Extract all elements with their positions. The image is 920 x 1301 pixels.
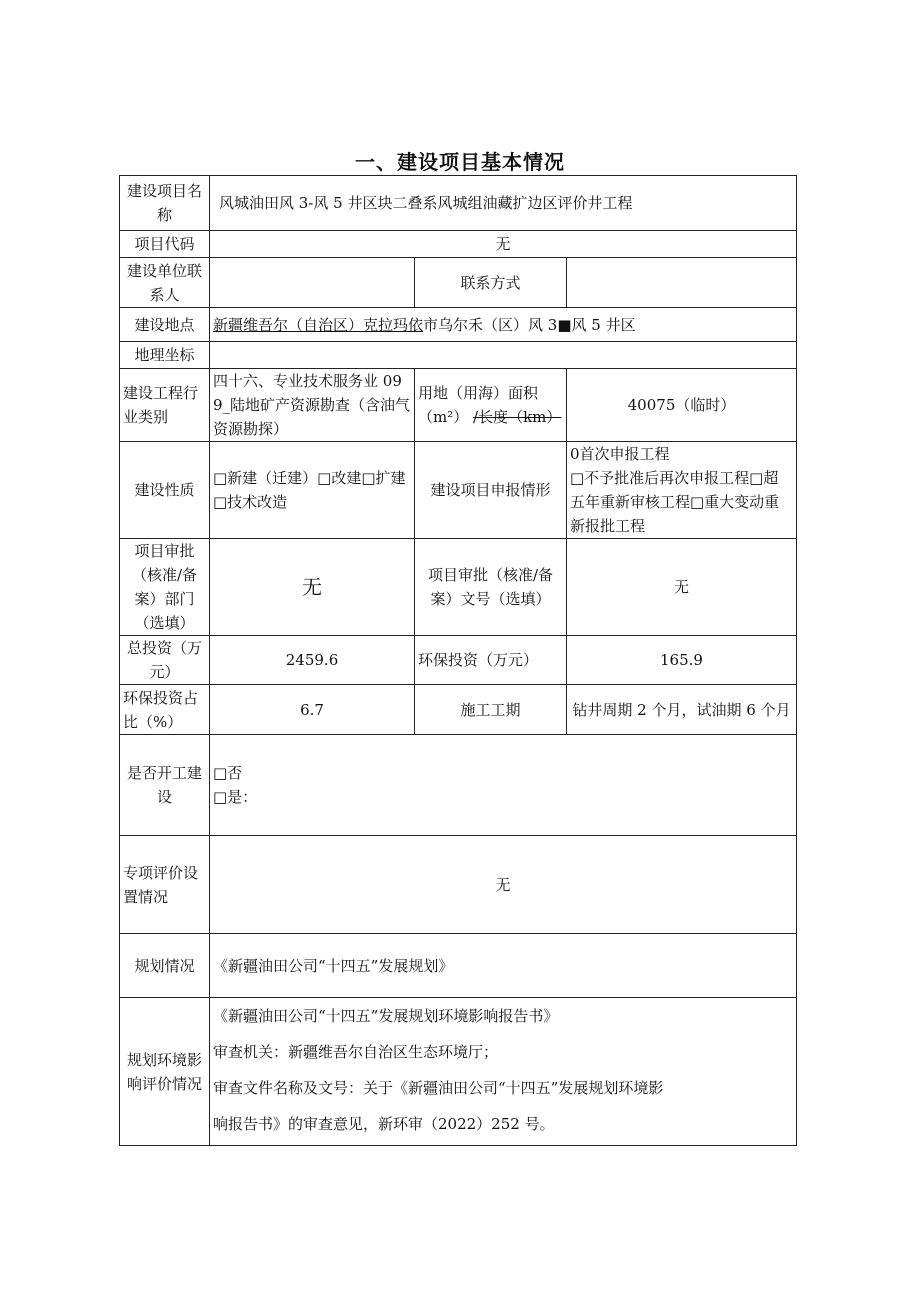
- location-district: 市乌尔禾（区）风 3■风 5 井区: [423, 315, 636, 334]
- planning-env-doc: 审查文件名称及文号：关于《新疆油田公司“十四五”发展规划环境影: [213, 1079, 664, 1097]
- report-options-other: □不予批准后再次申报工程□超五年重新审核工程□重大变动重新报批工程: [570, 469, 780, 535]
- coords-value: [210, 342, 797, 369]
- env-investment-value: 165.9: [567, 636, 797, 685]
- ratio-value: 6.7: [210, 685, 415, 735]
- project-code-label: 项目代码: [120, 231, 210, 258]
- location-label: 建设地点: [120, 308, 210, 342]
- contact-label: 建设单位联系人: [120, 258, 210, 308]
- industry-label: 建设工程行业类别: [120, 369, 210, 442]
- project-code-value: 无: [210, 231, 797, 258]
- period-value: 钻井周期 2 个月，试油期 6 个月: [567, 685, 797, 735]
- started-option-no: □否: [213, 764, 243, 782]
- report-label: 建设项目申报情形: [415, 442, 567, 539]
- started-option-yes: □是：: [213, 788, 258, 806]
- row-nature: [120, 442, 797, 539]
- location-city: 克拉玛依: [363, 315, 424, 334]
- period-label: 施工工期: [415, 685, 567, 735]
- row-location: [120, 308, 797, 342]
- row-industry: [120, 369, 797, 442]
- contact-value: [210, 258, 415, 308]
- length-label-struck: /长度（km）: [473, 408, 562, 426]
- area-label-main: 用地（用海）面积（m²）: [418, 384, 539, 426]
- page-title: 一、建设项目基本情况: [355, 150, 565, 174]
- contact-method-label: 联系方式: [415, 258, 567, 308]
- nature-label: 建设性质: [120, 442, 210, 539]
- row-project-code: [120, 231, 797, 258]
- location-province: 新疆维吾尔（自治区）: [213, 315, 364, 334]
- report-option-first: 0首次申报工程: [570, 445, 670, 463]
- planning-label: 规划情况: [120, 934, 210, 998]
- approval-label: 项目审批（核准/备案）部门（选填）: [120, 539, 210, 636]
- row-special: [120, 836, 797, 934]
- approval-doc-label: 项目审批（核准/备案）文号（选填）: [415, 539, 567, 636]
- row-approval: [120, 539, 797, 636]
- nature-options-1: □新建（迁建）□改建□扩建: [213, 469, 406, 487]
- area-value: 40075（临时）: [567, 369, 797, 442]
- row-planning: [120, 934, 797, 998]
- row-project-name: [120, 176, 797, 231]
- location-value: [210, 308, 797, 342]
- planning-env-report: 《新疆油田公司“十四五”发展规划环境影响报告书》: [213, 1007, 559, 1025]
- project-name-label: 建设项目名称: [120, 176, 210, 231]
- planning-value: 《新疆油田公司“十四五”发展规划》: [210, 934, 797, 998]
- special-value: 无: [210, 836, 797, 934]
- investment-label: 总投资（万元）: [120, 636, 210, 685]
- planning-env-doc-cont: 响报告书》的审查意见，新环审（2022）252 号。: [213, 1115, 555, 1133]
- project-name-value: 风城油田风 3-风 5 井区块二叠系风城组油藏扩边区评价井工程: [219, 194, 633, 212]
- area-label: [415, 369, 567, 442]
- row-contact: [120, 258, 797, 308]
- ratio-label: 环保投资占比（%）: [120, 685, 210, 735]
- project-info-table: [119, 175, 797, 1146]
- nature-options-2: □技术改造: [213, 493, 288, 511]
- row-ratio: [120, 685, 797, 735]
- industry-value: 四十六、专业技术服务业 099_陆地矿产资源勘查（含油气资源勘探）: [210, 369, 415, 442]
- coords-label: 地理坐标: [120, 342, 210, 369]
- row-coords: [120, 342, 797, 369]
- planning-env-authority: 审查机关：新疆维吾尔自治区生态环境厅；: [213, 1043, 499, 1061]
- env-investment-label: 环保投资（万元）: [415, 636, 567, 685]
- investment-value: 2459.6: [210, 636, 415, 685]
- approval-doc-value: 无: [567, 539, 797, 636]
- row-started: [120, 735, 797, 836]
- row-planning-env: [120, 998, 797, 1146]
- started-label: 是否开工建设: [120, 735, 210, 836]
- special-label: 专项评价设置情况: [120, 836, 210, 934]
- row-investment: [120, 636, 797, 685]
- approval-value: 无: [210, 539, 415, 636]
- planning-env-label: 规划环境影响评价情况: [120, 998, 210, 1146]
- contact-method-value: [567, 258, 797, 308]
